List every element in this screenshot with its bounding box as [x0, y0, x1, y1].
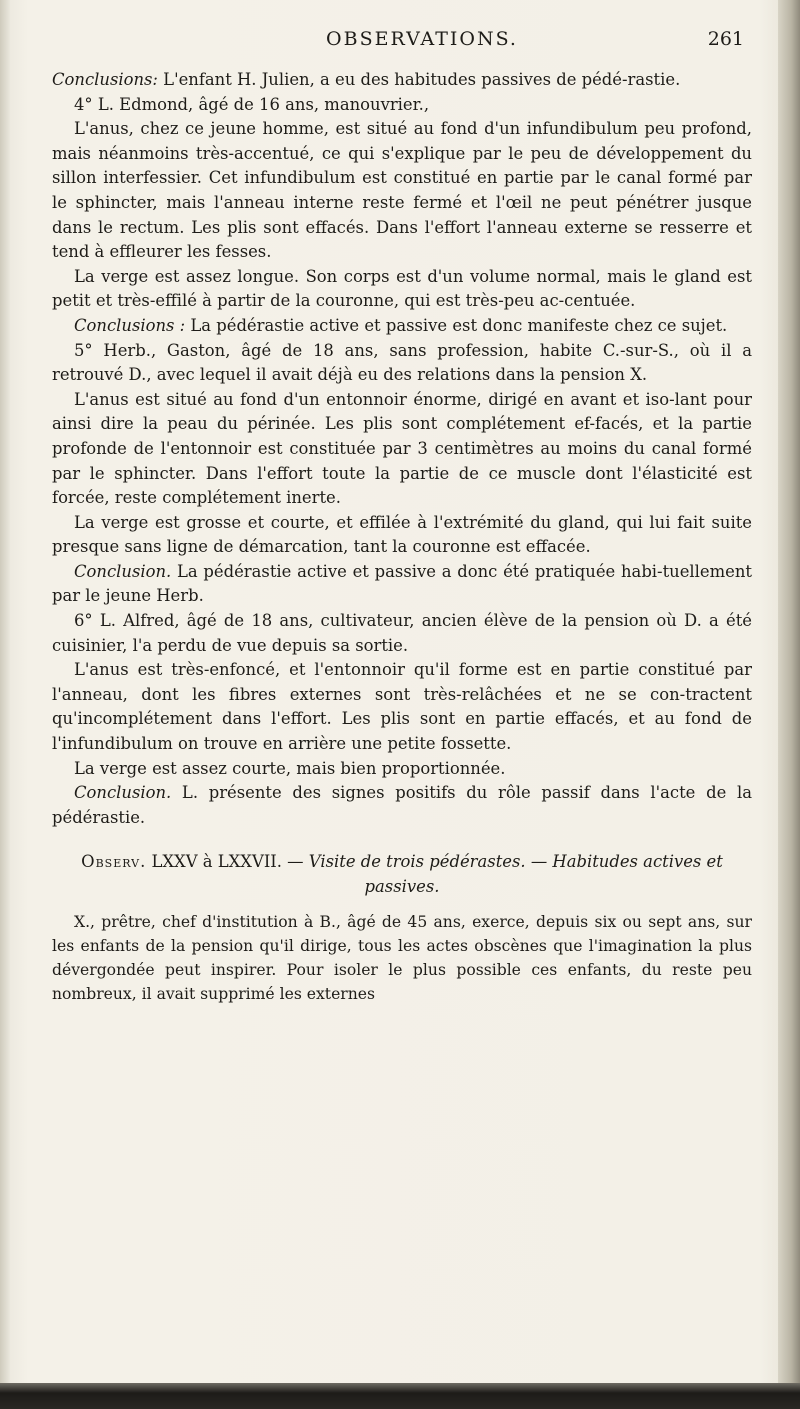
section-spacer — [52, 830, 752, 850]
paragraph — [52, 757, 752, 782]
paragraph-text: La verge est assez courte, mais bien proportionnée. — [74, 758, 506, 778]
paragraph-text: 4° L. Edmond, âgé de 16 ans, manouvrier., — [74, 94, 430, 114]
paragraph-text: 6° L. Alfred, âgé de 18 ans, cultivateur, ancien élève de la pension où D. a été cuisinier, l'a perdu de vue depuis sa sortie. — [52, 611, 752, 655]
paragraph — [52, 265, 752, 314]
paragraph-text: L'anus est situé au fond d'un entonnoir énorme, dirigé en avant et iso-lant pour ainsi dire la peau du périnée. Les plis sont complétement ef-facés, et la partie profonde de l'entonnoir est constituée par 3 centimètres au moins du canal formé par le sphincter. Dans l'effort toute la partie de ce muscle dont l'élasticité est forcée, reste complétement inerte. — [52, 389, 752, 508]
paragraph — [52, 658, 752, 756]
body-text — [52, 68, 752, 830]
paragraph — [52, 609, 752, 658]
section-label: Observ. — [81, 852, 147, 872]
running-title: OBSERVATIONS. — [326, 28, 518, 50]
paragraph-text: 5° Herb., Gaston, âgé de 18 ans, sans profession, habite C.-sur-S., où il a retrouvé D., avec lequel il avait déjà eu des relations dans la pension X. — [52, 340, 752, 385]
paragraph-text: La verge est assez longue. Son corps est d'un volume normal, mais le gland est petit et très-effilé à partir de la couronne, qui est très-peu ac-centuée. — [52, 266, 752, 311]
paragraph — [52, 388, 752, 511]
paragraph-text: L. présente des signes positifs du rôle passif dans l'acte de la pédérastie. — [52, 783, 752, 827]
page-edge-left — [0, 0, 10, 1409]
page-content — [52, 22, 752, 1006]
paragraph — [52, 93, 752, 118]
paragraph — [52, 511, 752, 560]
paragraph — [52, 910, 752, 1006]
paragraph-text: La verge est grosse et courte, et effilée à l'extrémité du gland, qui lui fait suite presque sans ligne de démarcation, tant la couronne est effacée. — [52, 512, 752, 557]
paragraph — [52, 560, 752, 609]
paragraph-text: L'enfant H. Julien, a eu des habitudes passives de pédé-rastie. — [157, 70, 681, 89]
page-number: 261 — [707, 28, 744, 50]
paragraph — [52, 68, 752, 93]
paragraph-text: La pédérastie active et passive a donc été pratiquée habi-tuellement par le jeune Herb. — [52, 561, 752, 606]
paragraph-text: X., prêtre, chef d'institution à B., âgé de 45 ans, exerce, depuis six ou sept ans, sur les enfants de la pension qu'il dirige, tous les actes obscènes que l'imagination la plus dévergondée peut inspirer. Pour isoler le plus possible ces enfants, du reste peu nombreux, il avait supprimé les externes — [52, 912, 752, 1003]
paragraph-lead: Conclusion. — [74, 561, 172, 581]
paragraph — [52, 314, 752, 339]
paragraph — [52, 117, 752, 265]
running-head — [52, 22, 752, 62]
section-range: LXXV à LXXVII. — — [146, 852, 309, 872]
paragraph — [52, 781, 752, 830]
paragraph-lead: Conclusions: — [52, 70, 158, 89]
book-gutter — [778, 0, 800, 1409]
paragraph — [52, 339, 752, 388]
paragraph-text: La pédérastie active et passive est donc manifeste chez ce sujet. — [185, 315, 728, 335]
paragraph-text: L'anus est très-enfoncé, et l'entonnoir qu'il forme est en partie constitué par l'anneau, dont les fibres externes sont très-relâchées et ne se con-tractent qu'incomplétement dans l'effort. Les plis sont en partie effacés, et au fond de l'infundibulum on trouve en arrière une petite fossette. — [52, 660, 752, 754]
paragraph-lead: Conclusion. — [74, 783, 172, 803]
paragraph-lead: Conclusions : — [74, 315, 186, 335]
paragraph-text: L'anus, chez ce jeune homme, est situé au fond d'un infundibulum peu profond, mais néanmoins très-accentué, ce qui s'explique par le peu de développement du sillon interfessier. Cet infundibulum est constitué en partie par le canal formé par le sphincter, mais l'anneau interne reste fermé et l'œil ne peut pénétrer jusque dans le rectum. Les plis sont effacés. Dans l'effort l'anneau externe se resserre et tend à effleurer les fesses. — [52, 119, 752, 262]
scan-bottom-edge — [0, 1383, 800, 1409]
section-body — [52, 910, 752, 1006]
section-title: Visite de trois pédérastes. — Habitudes actives et passives. — [308, 852, 723, 896]
section-heading — [52, 850, 752, 899]
